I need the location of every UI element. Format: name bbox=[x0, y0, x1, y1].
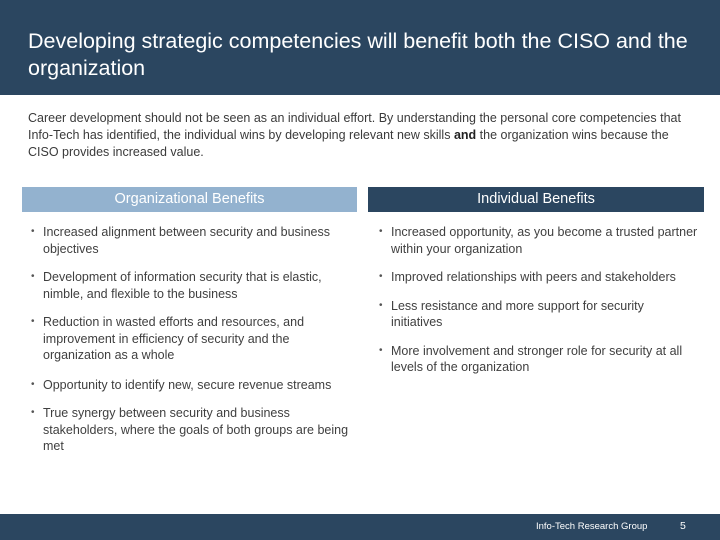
intro-bold-text: and bbox=[453, 128, 477, 142]
list-item: • Increased alignment between security and business objectives bbox=[28, 224, 353, 257]
list-item: • More involvement and stronger role for security at all levels of the organization bbox=[376, 343, 698, 376]
page-number: 5 bbox=[680, 520, 686, 532]
intro-text-start: Career development should not be seen as an individual effort. By understanding the personal core competencies that Info-Tech has identified, the individual wins by developing relevant new skills bbox=[28, 111, 681, 142]
list-item: • Improved relationships with peers and stakeholders bbox=[376, 269, 698, 286]
list-item: • True synergy between security and business stakeholders, where the goals of both groups are being met bbox=[28, 405, 353, 455]
list-item: • Less resistance and more support for security initiatives bbox=[376, 298, 698, 331]
slide-title: Developing strategic competencies will benefit both the CISO and the organization bbox=[28, 29, 688, 80]
organizational-benefits-list bbox=[28, 224, 353, 455]
intro-paragraph bbox=[28, 110, 688, 161]
footer-bar bbox=[0, 514, 720, 540]
title-bar bbox=[0, 0, 720, 95]
list-item: • Reduction in wasted efforts and resources, and improvement in efficiency of security and the organization as a whole bbox=[28, 314, 353, 364]
list-item: • Increased opportunity, as you become a trusted partner within your organization bbox=[376, 224, 698, 257]
individual-benefits-list bbox=[376, 224, 698, 376]
organizational-benefits-header: Organizational Benefits bbox=[22, 187, 357, 212]
intro-text-end: the organization wins because the CISO provides increased value. bbox=[28, 128, 669, 159]
list-item: • Development of information security that is elastic, nimble, and flexible to the business bbox=[28, 269, 353, 302]
list-item: • Opportunity to identify new, secure revenue streams bbox=[28, 377, 353, 394]
individual-benefits-header: Individual Benefits bbox=[368, 187, 704, 212]
footer-organization: Info-Tech Research Group bbox=[536, 521, 648, 532]
